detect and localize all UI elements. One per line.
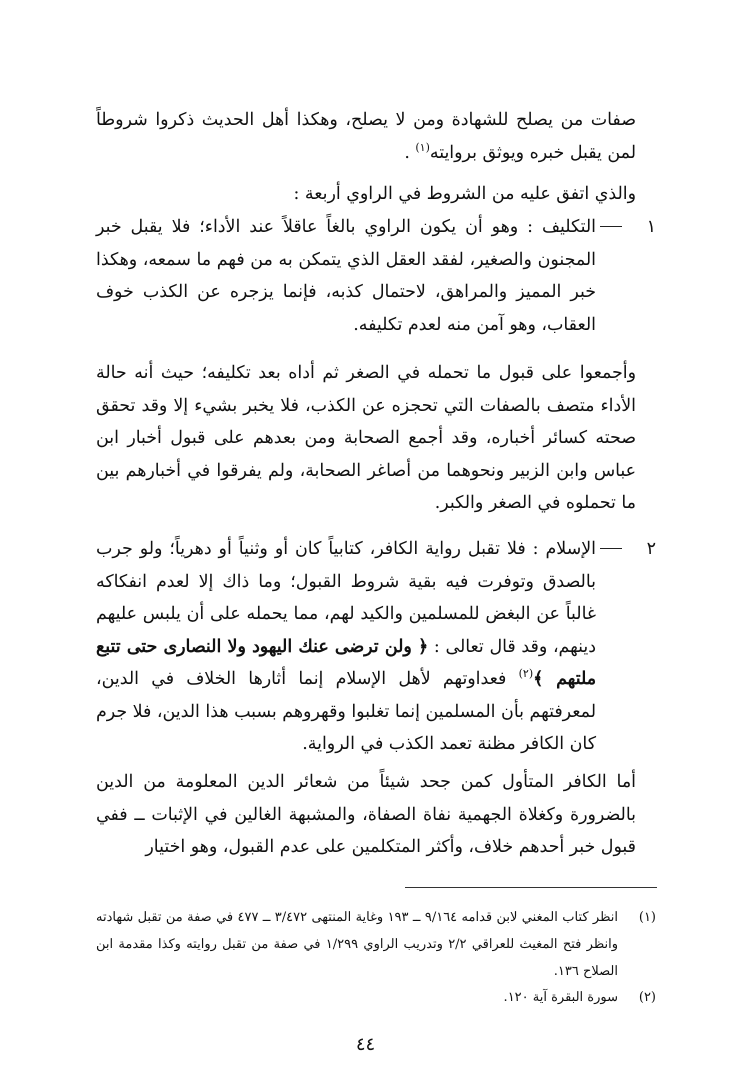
intro-text: صفات من يصلح للشهادة ومن لا يصلح، وهكذا أهل الحديث ذكروا شروطاً لمن يقبل خبره ويوثق بروايته bbox=[96, 110, 636, 163]
item-number: ١ bbox=[646, 217, 656, 237]
footnote-ref-2[interactable]: (٢) bbox=[518, 667, 534, 681]
footnote-ref-1[interactable]: (١) bbox=[415, 140, 430, 154]
item-text-a: الإسلام : فلا تقبل رواية الكافر، كتابياً كان أو وثنياً أو دهرياً؛ ولو جرب بالصدق وتوفرت فيه بقية شروط القبول؛ وما ذاك إلا لعدم انفكاكه غالباً عن البغض للمسلمين والكيد لهم، مما يحمله على أن يلبس عليهم دينهم، وقد قال تعالى : bbox=[96, 539, 596, 657]
interpreter-paragraph: أما الكافر المتأول كمن جحد شيئاً من شعائر الدين المعلومة من الدين بالضرورة وكغلاة الجهمية نفاة الصفاة، والمشبهة الغالين في الإثبات ــ ففي قبول خبر أحدهم خلاف، وأكثر المتكلمين على عدم القبول، وهو اختيار bbox=[96, 772, 636, 857]
footnote-number: (١) bbox=[638, 910, 656, 925]
item-dash bbox=[600, 226, 622, 227]
footnote-text: انظر كتاب المغني لابن قدامه ٩/١٦٤ ــ ١٩٣ وغاية المنتهى ٣/٤٧٢ ــ ٤٧٧ في صفة من تقبل شهادته وانظر فتح المغيث للعراقي ٢/٢ وتدريب الراوي ١/٢٩٩ في صفة من تقبل روايته وكذا مقدمة ابن الصلاح ١٣٦. bbox=[96, 910, 619, 979]
intro-end: . bbox=[404, 142, 410, 163]
intro-paragraph bbox=[96, 104, 636, 169]
quran-verse: ﴿ ولن ترضى عنك اليهود ولا النصارى حتى تتبع ملتهم ﴾ bbox=[96, 636, 597, 689]
footnote-number: (٢) bbox=[638, 990, 656, 1005]
page-number: ٤٤ bbox=[355, 1034, 376, 1055]
footnote-separator bbox=[405, 887, 657, 888]
list-item-islam bbox=[96, 533, 656, 763]
item-text-b: فعداوتهم لأهل الإسلام إنما أثارها الخلاف في الدين، لمعرفتهم بأن المسلمين إنما تغلبوا وقهروهم بسبب هذا الدين، فلا جرم كان الكافر مظنة تعمد الكذب في الرواية. bbox=[96, 669, 596, 754]
list-item-taklif bbox=[96, 211, 656, 341]
item-text bbox=[96, 533, 596, 761]
lead-paragraph: والذي اتفق عليه من الشروط في الراوي أربعة : bbox=[293, 184, 636, 204]
footnote-text: سورة البقرة آية ١٢٠. bbox=[503, 990, 618, 1005]
consensus-paragraph: وأجمعوا على قبول ما تحمله في الصغر ثم أداه بعد تكليفه؛ حيث أنه حالة الأداء متصف بالصفات التي تحجزه عن الكذب، فلا يخبر بشيء إلا وقد تحقق صحته كسائر أخباره، وقد أجمع الصحابة ومن بعدهم على قبول أخبار ابن عباس وابن الزبير ونحوهما من أصاغر الصحابة، ولم يفرقوا في أخبارهم بين ما تحملوه في الصغر والكبر. bbox=[96, 363, 636, 513]
item-dash bbox=[600, 548, 622, 549]
item-number: ٢ bbox=[646, 539, 656, 559]
item-text: التكليف : وهو أن يكون الراوي بالغاً عاقلاً عند الأداء؛ فلا يقبل خبر المجنون والصغير، لفقد العقل الذي يتمكن به من فهم ما سمعه، وهكذا خبر المميز والمراهق، لاحتمال كذبه، فإنما يزجره عن الكذب خوف العقاب، وهو آمن منه لعدم تكليفه. bbox=[96, 217, 596, 335]
